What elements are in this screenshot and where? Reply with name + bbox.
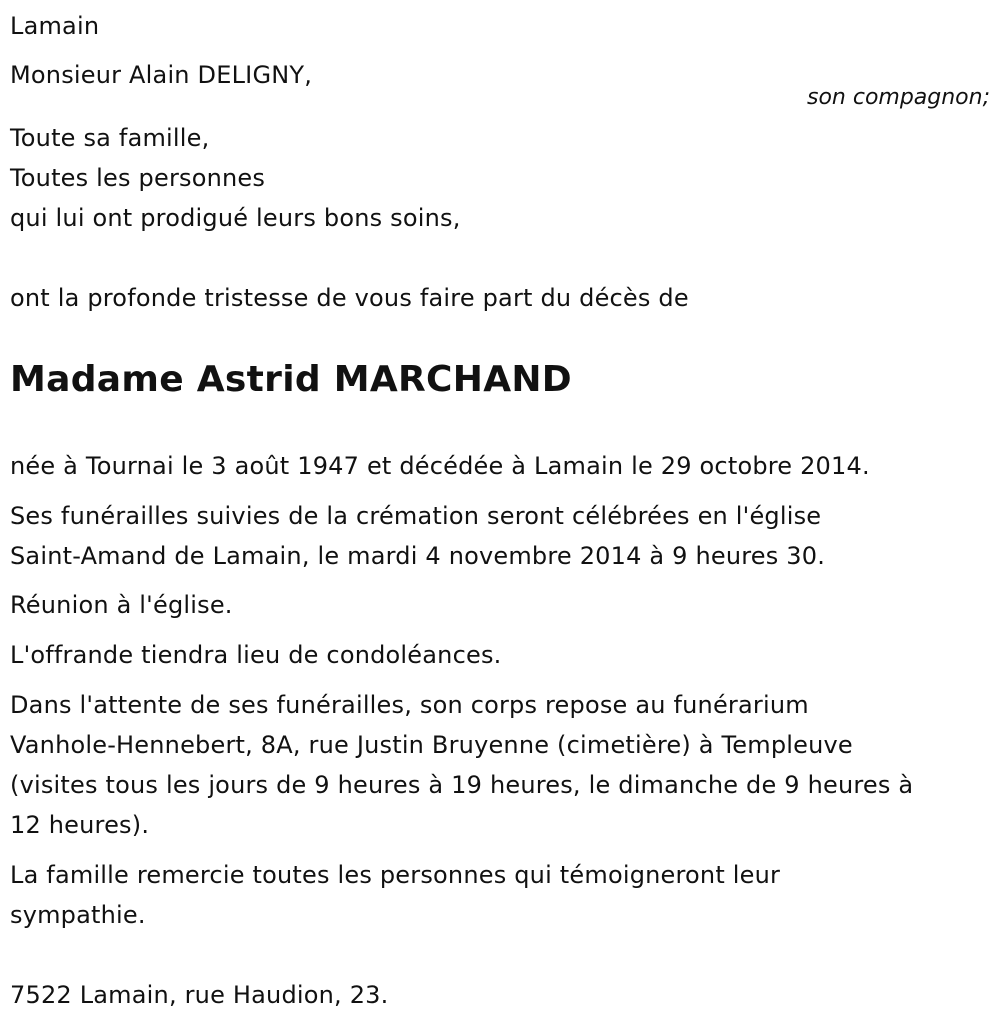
funeral-line-2: Saint-Amand de Lamain, le mardi 4 novembre 2014 à 9 heures 30. [10,542,826,570]
rest-line-4: 12 heures). [10,811,150,839]
intro-place: Lamain [10,12,100,40]
care-line: qui lui ont prodigué leurs bons soins, [10,204,461,232]
birth-death-line: née à Tournai le 3 août 1947 et décédée à Lamain le 29 octobre 2014. [10,452,870,480]
address-line: 7522 Lamain, rue Haudion, 23. [10,981,389,1009]
persons-line: Toutes les personnes [10,164,266,192]
meeting-line: Réunion à l'église. [10,591,233,619]
rest-line-3: (visites tous les jours de 9 heures à 19 heures, le dimanche de 9 heures à [10,771,914,799]
rest-line-2: Vanhole-Hennebert, 8A, rue Justin Bruyenne (cimetière) à Templeuve [10,731,853,759]
deceased-name: Madame Astrid MARCHAND [10,359,572,400]
rest-line-1: Dans l'attente de ses funérailles, son corps repose au funérarium [10,691,809,719]
thanks-line-2: sympathie. [10,901,146,929]
thanks-line-1: La famille remercie toutes les personnes qui témoigneront leur [10,861,781,889]
companion-name: Monsieur Alain DELIGNY, [10,61,313,89]
offering-line: L'offrande tiendra lieu de condoléances. [10,641,502,669]
companion-relation: son compagnon; [806,85,990,110]
family-line: Toute sa famille, [10,124,210,152]
funeral-line-1: Ses funérailles suivies de la crémation seront célébrées en l'église [10,502,822,530]
announcement-line: ont la profonde tristesse de vous faire part du décès de [10,284,689,312]
